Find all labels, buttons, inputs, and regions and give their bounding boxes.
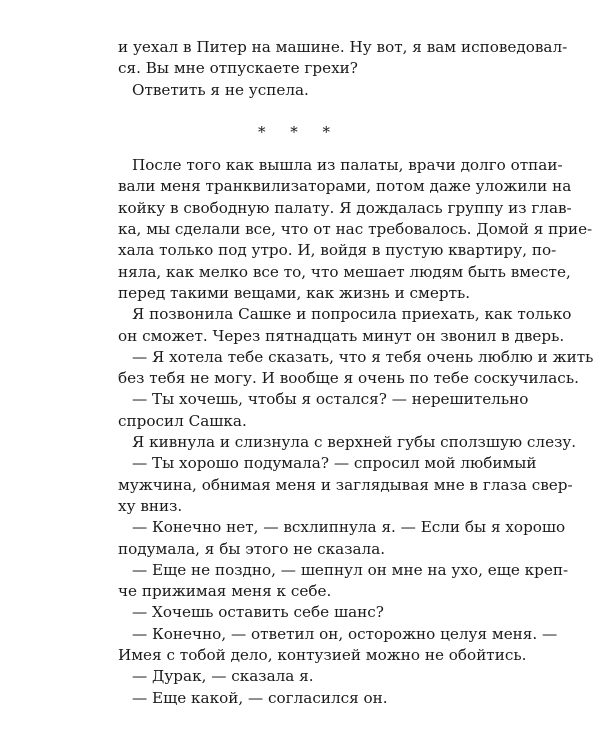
text-line: — Конечно, — ответил он, осторожно целуя меня. —	[132, 624, 558, 643]
text-line: няла, как мелко все то, что мешает людям быть вместе,	[118, 262, 571, 281]
text-line: — Конечно нет, — всхлипнула я. — Если бы я хорошо	[132, 518, 566, 537]
text-line: че прижимая меня к себе.	[118, 582, 332, 601]
paragraph-of-course	[118, 624, 558, 667]
text-line: После того как вышла из палаты, врачи долго отпаи-	[132, 156, 563, 175]
paragraph-nod	[118, 432, 577, 453]
text-line: — Еще какой, — согласился он.	[132, 688, 388, 707]
text-line: ка, мы сделали все, что от нас требовалось. Домой я прие-	[118, 220, 593, 239]
text-line: спросил Сашка.	[118, 411, 247, 430]
paragraph-thought-well	[118, 453, 573, 517]
text-line: подумала, я бы этого не сказала.	[118, 539, 386, 558]
paragraph-chance	[118, 602, 480, 623]
text-line: перед такими вещами, как жизнь и смерть.	[118, 283, 471, 302]
text-line: вали меня транквилизаторами, потом даже уложили на	[118, 177, 572, 196]
paragraph-called-sashka	[118, 304, 572, 347]
text-line: — Дурак, — сказала я.	[132, 667, 314, 686]
paragraph-not-too-late	[118, 560, 569, 603]
text-line: Я кивнула и слизнула с верхней губы сползшую слезу.	[132, 433, 577, 452]
text-line: он сможет. Через пятнадцать минут он звонил в дверь.	[118, 326, 565, 345]
paragraph-no-answer	[118, 80, 480, 101]
paragraph-of-course-not	[118, 517, 566, 560]
text-line: койку в свободную палату. Я дождалась группу из глав-	[118, 198, 572, 217]
text-line: без тебя не могу. И вообще я очень по тебе соскучилась.	[118, 369, 579, 388]
text-line: — Хочешь оставить себе шанс?	[132, 603, 384, 622]
text-line: мужчина, обнимая меня и заглядывая мне в глаза свер-	[118, 475, 573, 494]
text-line: ху вниз.	[118, 496, 183, 515]
paragraph-after-ward	[118, 155, 593, 304]
text-line: — Еще не поздно, — шепнул он мне на ухо, еще креп-	[132, 560, 569, 579]
book-page	[118, 37, 594, 709]
paragraph-confession-end	[118, 37, 568, 80]
paragraph-confession-love	[118, 347, 594, 390]
section-separator: * * *	[257, 122, 341, 141]
text-line: — Ты хочешь, чтобы я остался? — нерешительно	[132, 390, 529, 409]
paragraph-agreed	[118, 688, 480, 709]
paragraph-stay-question	[118, 389, 529, 432]
text-line: — Ты хорошо подумала? — спросил мой любимый	[132, 454, 537, 473]
text-line: ся. Вы мне отпускаете грехи?	[118, 59, 358, 78]
text-line: Я позвонила Сашке и попросила приехать, как только	[132, 305, 572, 324]
text-line: хала только под утро. И, войдя в пустую квартиру, по-	[118, 241, 557, 260]
paragraph-fool	[118, 666, 480, 687]
text-line: Ответить я не успела.	[132, 80, 309, 99]
text-line: и уехал в Питер на машине. Ну вот, я вам исповедовал-	[118, 38, 568, 56]
text-line: Имея с тобой дело, контузией можно не обойтись.	[118, 646, 527, 665]
text-line: — Я хотела тебе сказать, что я тебя очень люблю и жить	[132, 347, 594, 366]
